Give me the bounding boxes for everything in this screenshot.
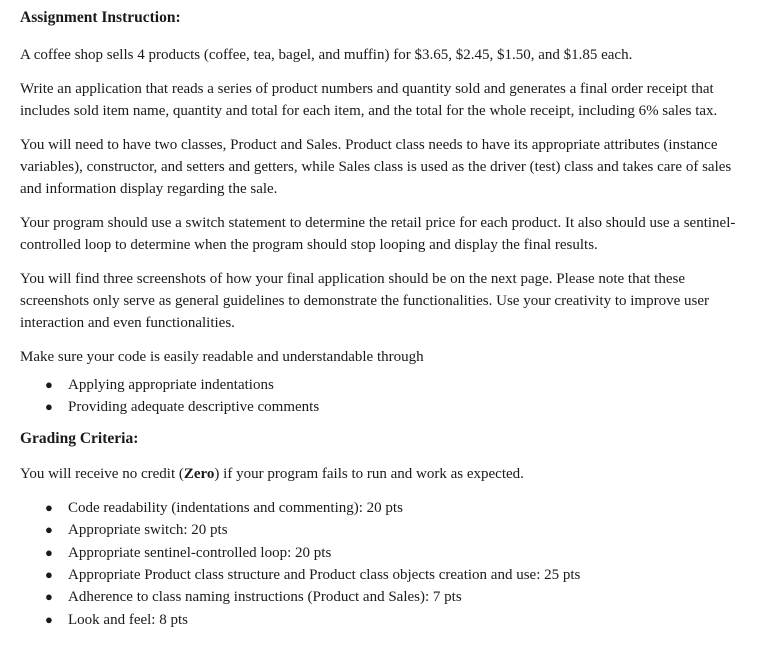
criterion-text: Look and feel: 8 pts	[68, 611, 188, 628]
paragraph-application: Write an application that reads a series of product numbers and quantity sold and generates a final order receipt that includes sold item name, quantity and total for each item, and the total for the whole receipt, including 6% sales tax.	[20, 81, 718, 119]
bullet-icon: ●	[45, 567, 53, 583]
list-item	[20, 542, 743, 564]
criterion-text: Appropriate sentinel-controlled loop: 20 pts	[68, 544, 332, 561]
criterion-text: Appropriate Product class structure and Product class objects creation and use: 25 pts	[68, 567, 581, 584]
bullet-icon: ●	[45, 499, 53, 515]
readability-list	[20, 374, 743, 419]
grading-intro-before: You will receive no credit (	[20, 465, 184, 482]
paragraph-products: A coffee shop sells 4 products (coffee, tea, bagel, and muffin) for $3.65, $2.45, $1.50, and $1.85 each.	[20, 47, 633, 63]
grading-intro	[20, 463, 743, 485]
list-item-text: Applying appropriate indentations	[68, 377, 274, 393]
criterion-text: Adherence to class naming instructions (Product and Sales): 7 pts	[68, 589, 462, 606]
criterion-text: Code readability (indentations and commenting): 20 pts	[68, 499, 403, 516]
zero-emphasis: Zero	[183, 465, 215, 482]
list-item	[20, 497, 743, 519]
list-item	[20, 396, 743, 418]
bullet-icon: ●	[45, 589, 53, 605]
grading-intro-after: ) if your program fails to run and work as expected.	[214, 465, 524, 482]
bullet-icon: ●	[45, 522, 53, 538]
paragraph-classes: You will need to have two classes, Product and Sales. Product class needs to have its appropriate attributes (instance variables), constructor, and setters and getters, while Sales class is used as the driver (test) class and takes care of sales and information display regarding the sale.	[20, 137, 732, 197]
bullet-icon: ●	[45, 399, 53, 415]
paragraph-readability: Make sure your code is easily readable and understandable through	[20, 349, 424, 365]
bullet-icon: ●	[45, 611, 53, 627]
list-item	[20, 586, 743, 608]
grading-heading: Grading Criteria:	[20, 429, 139, 447]
list-item-text: Providing adequate descriptive comments	[68, 399, 320, 416]
list-item	[20, 519, 743, 541]
list-item	[20, 564, 743, 586]
grading-criteria-list	[20, 497, 743, 631]
paragraph-screenshots: You will find three screenshots of how your final application should be on the next page. Please note that these screenshots only serve as general guidelines to demonstrate the functionalities. Use your creativity to improve user interaction and even functionalities.	[20, 271, 709, 331]
list-item	[20, 609, 743, 631]
assignment-heading: Assignment Instruction:	[20, 9, 181, 26]
bullet-icon: ●	[45, 544, 53, 560]
bullet-icon: ●	[45, 377, 53, 392]
criterion-text: Appropriate switch: 20 pts	[68, 522, 228, 539]
list-item	[20, 374, 743, 396]
paragraph-switch: Your program should use a switch statement to determine the retail price for each product. It also should use a sentinel-controlled loop to determine when the program should stop looping and display the final results.	[20, 215, 736, 253]
